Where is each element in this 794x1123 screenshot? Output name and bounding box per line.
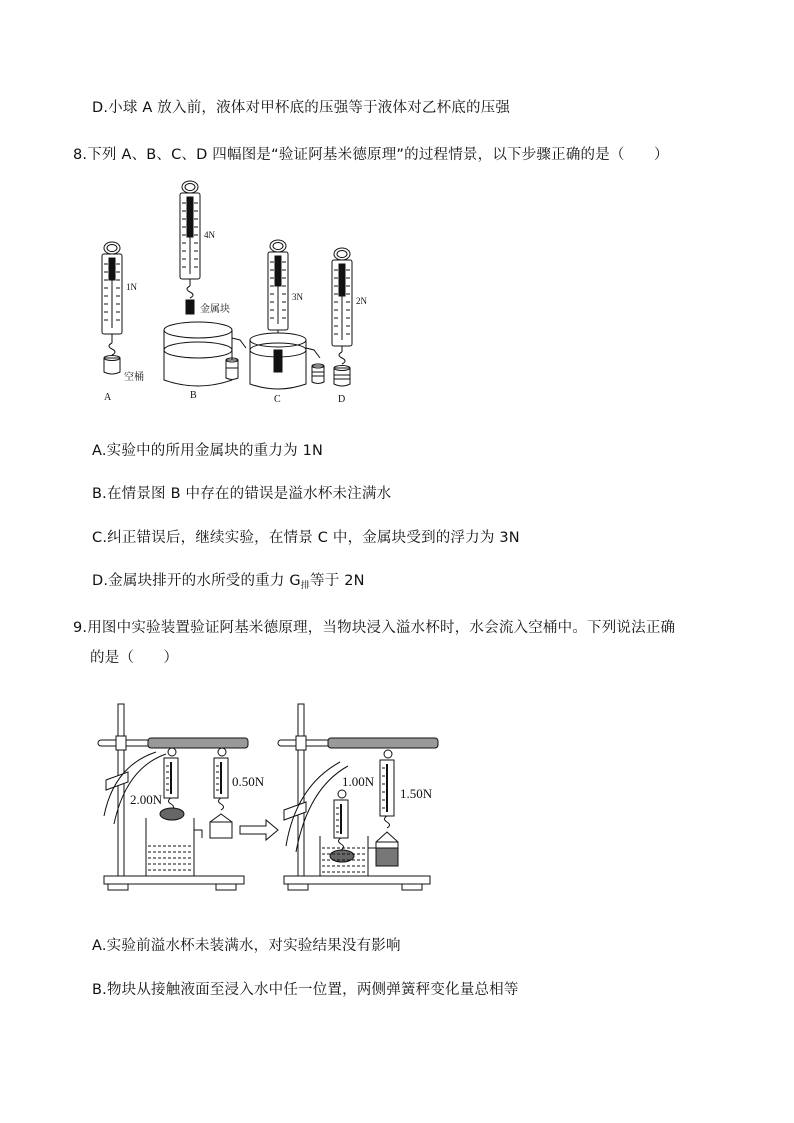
balance-c [250,240,324,389]
left-reading-1: 2.00N [130,792,163,807]
q9-option-a: A.实验前溢水杯未装满水，对实验结果没有影响 [92,938,401,954]
q8-option-d [92,571,365,596]
q8-figure [90,178,390,403]
balance-a [102,242,122,374]
reading-b: 4N [204,230,215,240]
q9-option-b: B.物块从接触液面至浸入水中任一位置，两侧弹簧秤变化量总相等 [92,982,519,998]
metal-block-label: 金属块 [200,304,230,315]
q8-option-d-text-end: 等于 2N [310,573,365,589]
reading-a: 1N [126,282,137,292]
reading-c: 3N [292,292,303,302]
q8-stem: 8.下列 A、B、C、D 四幅图是“验证阿基米德原理”的过程情景，以下步骤正确的是（ ） [73,147,669,163]
label-d: D [338,394,346,405]
right-reading-1: 1.00N [342,774,375,789]
label-a: A [104,392,112,403]
q8-option-a: A.实验中的所用金属块的重力为 1N [92,443,324,459]
reading-d: 2N [356,296,367,306]
balance-b [164,181,246,386]
label-c: C [274,394,281,405]
left-reading-2: 0.50N [232,774,265,789]
right-reading-2: 1.50N [400,786,433,801]
empty-bucket-label: 空桶 [124,372,144,383]
label-b: B [190,390,197,401]
q7-option-d: D.小球 A 放入前，液体对甲杯底的压强等于液体对乙杯底的压强 [92,100,511,116]
q8-option-d-text: D.金属块排开的水所受的重力 G [92,573,301,589]
q8-option-c: C.纠正错误后，继续实验，在情景 C 中，金属块受到的浮力为 3N [92,530,520,546]
q9-figure [98,696,458,896]
balance-d [332,248,352,386]
q9-stem-line1: 9.用图中实验装置验证阿基米德原理，当物块浸入溢水杯时，水会流入空桶中。下列说法正确 [73,620,676,636]
q9-stem-line2: 的是（ ） [90,650,179,666]
q8-option-d-subscript: 排 [300,581,311,591]
apparatus-left [98,704,248,890]
q8-option-b: B.在情景图 B 中存在的错误是溢水杯未注满水 [92,486,392,502]
